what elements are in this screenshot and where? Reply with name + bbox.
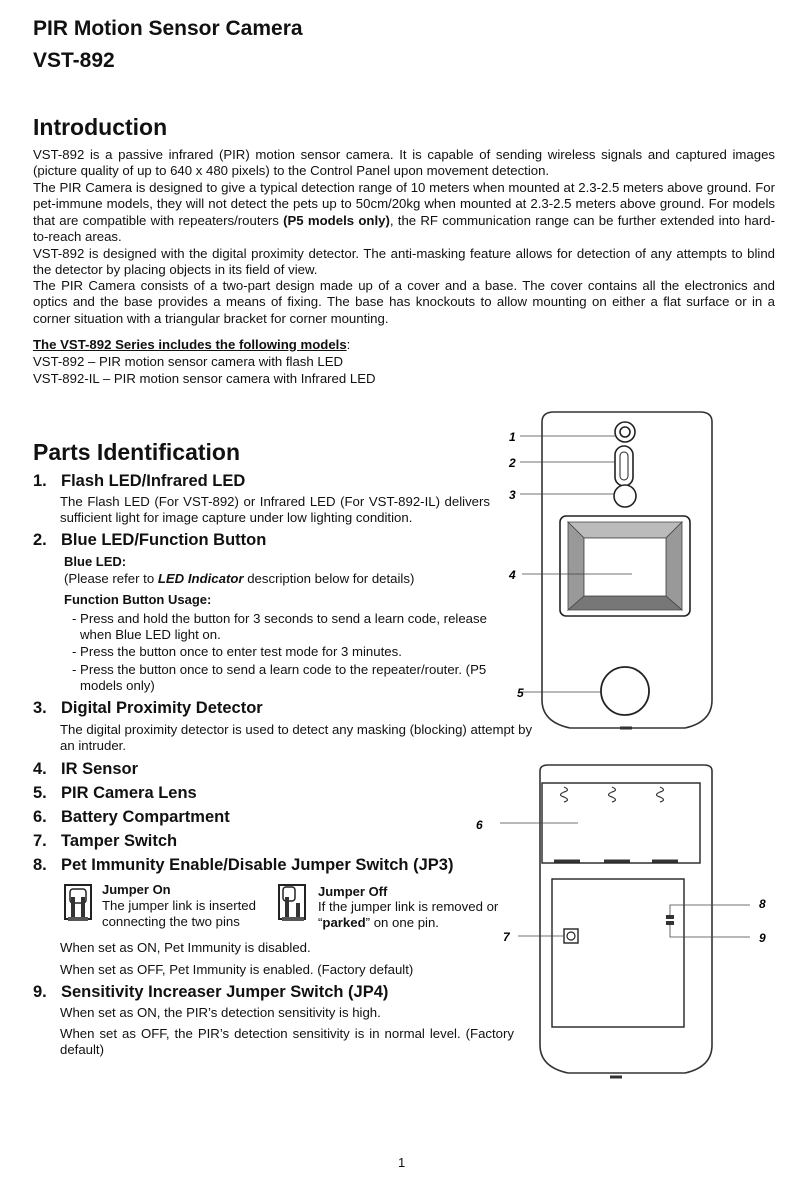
callout-label: 4 [509,568,516,582]
doc-title-line1: PIR Motion Sensor Camera [33,17,303,40]
part-item-title: 4. IR Sensor [33,760,139,778]
usage-bullet: - Press the button once to enter test mode for 3 minutes. [72,644,402,659]
page-number: 1 [398,1155,406,1170]
part-item-title: 6. Battery Compartment [33,808,230,826]
callout-label: 7 [503,930,510,944]
part-item-title: 1. Flash LED/Infrared LED [33,472,246,490]
part-item-title: 7. Tamper Switch [33,832,178,850]
part-item-desc: The Flash LED (For VST-892) or Infrared LED (For VST-892-IL) delivers sufficient light for image capture under low lighting condition. [60,494,490,525]
callout-label: 3 [509,488,516,502]
callout-label: 1 [509,430,516,444]
jumper-off-desc: If the jumper link is removed or “parked” on one pin. [318,899,499,930]
models-heading: The VST-892 Series includes the following models: [33,337,351,352]
usage-bullet: - Press and hold the button for 3 seconds to send a learn code, release when Blue LED light on. [72,611,487,642]
jumper-off-icon [276,883,310,923]
intro-paragraph-3: VST-892 is designed with the digital proximity detector. The anti-masking feature allows for detection of any attempts to blind the detector by placing objects in its field of view. [33,246,775,278]
part-item-title: 5. PIR Camera Lens [33,784,197,802]
callout-label: 9 [759,931,766,945]
jumper-on-icon [62,883,94,923]
parts-heading: Parts Identification [33,439,241,465]
model-item: VST-892 – PIR motion sensor camera with flash LED [33,354,344,369]
jumper-on-desc: The jumper link is inserted connecting the two pins [102,898,256,929]
jp4-set-on: When set as ON, the PIR’s detection sensitivity is high. [60,1005,381,1020]
jp4-set-off: When set as OFF, the PIR’s detection sensitivity is in normal level. (Factory default) [60,1026,514,1057]
part-item-title: 2. Blue LED/Function Button [33,531,267,549]
function-usage-label: Function Button Usage: [64,592,212,607]
device-base-diagram [470,755,780,1090]
callout-label: 6 [476,818,483,832]
intro-paragraph-4: The PIR Camera consists of a two-part design made up of a cover and a base. The cover contains all the electronics and optics and the base provides a means of fixing. The base has knockouts to allow mounting on either a flat surface or in a corner situation with a triangular bracket for corner mounting. [33,278,775,326]
intro-heading: Introduction [33,114,168,140]
jp3-set-off: When set as OFF, Pet Immunity is enabled. (Factory default) [60,962,414,977]
part-item-desc: The digital proximity detector is used to detect any masking (blocking) attempt by an intruder. [60,722,533,753]
proximity-detector-icon [614,485,636,507]
jumper-off-label: Jumper Off [318,884,388,899]
pir-camera-lens-icon [601,667,649,715]
callout-label: 8 [759,897,766,911]
callout-label: 5 [517,686,524,700]
jp3-set-on: When set as ON, Pet Immunity is disabled. [60,940,311,955]
doc-title-line2: VST-892 [33,49,115,72]
callout-label: 2 [509,456,516,470]
blue-led-desc: (Please refer to LED Indicator description below for details) [64,571,415,586]
intro-paragraph-1: VST-892 is a passive infrared (PIR) motion sensor camera. It is capable of sending wireless signals and captured images (picture quality of up to 640 x 480 pixels) to the Control Panel upon movement detection. [33,147,775,179]
intro-paragraph-2: The PIR Camera is designed to give a typical detection range of 10 meters when mounted at 2.3-2.5 meters above ground. For pet-immune models, they will not detect the pets up to 50cm/20kg when mounted at 2.3-2.5 meters above ground. For models that are compatible with repeaters/routers (P5 models only), the RF communication range can be further extended into hard-to-reach areas. [33,180,775,244]
device-front-diagram [480,400,780,750]
jumper-on-label: Jumper On [102,882,171,897]
part-item-title: 3. Digital Proximity Detector [33,699,263,717]
usage-bullet: - Press the button once to send a learn code to the repeater/router. (P5 models only) [72,662,487,693]
part-item-title: 9. Sensitivity Increaser Jumper Switch (JP4) [33,983,389,1001]
blue-led-label: Blue LED: [64,554,127,569]
part-item-title: 8. Pet Immunity Enable/Disable Jumper Switch (JP3) [33,856,454,874]
model-item: VST-892-IL – PIR motion sensor camera with Infrared LED [33,371,376,386]
